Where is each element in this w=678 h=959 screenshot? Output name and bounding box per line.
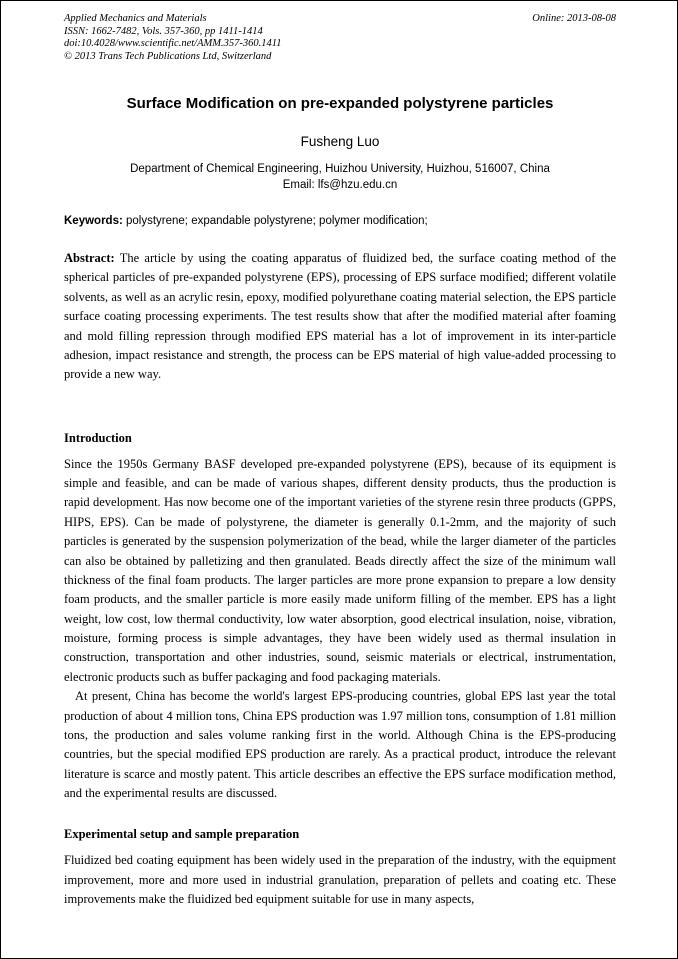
section-heading-experimental: Experimental setup and sample preparation [64, 827, 300, 842]
abstract-text: The article by using the coating apparatus of fluidized bed, the surface coating method of the spherical particles of pre-expanded polystyrene (EPS), processing of EPS surface modified; different volatile solvents, as well as an acrylic resin, epoxy, modified polyurethane coating material selection, the EPS particle surface coating processing experiments. The test results show that after the modified material after foaming and mold filling repression through modified EPS material has a lot of improvement in its inter-particle adhesion, impact resistance and strength, the process can be EPS material of high value-added processing to provide a new way. [64, 251, 616, 382]
online-date: Online: 2013-08-08 [532, 13, 616, 24]
abstract-label: Abstract: [64, 251, 115, 265]
journal-issn: ISSN: 1662-7482, Vols. 357-360, pp 1411-1414 [64, 25, 263, 37]
journal-header [64, 13, 616, 63]
author-affiliation: Department of Chemical Engineering, Huizhou University, Huizhou, 516007, China [130, 163, 550, 175]
journal-info-block [64, 13, 281, 63]
author-name: Fusheng Luo [300, 134, 380, 149]
keywords-text: polystyrene; expandable polystyrene; polymer modification; [122, 215, 428, 227]
keywords-line [64, 215, 616, 227]
introduction-paragraph-2: At present, China has become the world's largest EPS-producing countries, global EPS last year the total production of about 4 million tons, China EPS production was 1.97 million tons, consumption of 1.81 million tons, the production and sales volume ranking first in the world. Although China is the EPS-producing countries, but the special modified EPS production are rarely. As a practical product, introduce the relevant literature is scarce and mostly patent. This article describes an effective the EPS surface modification method, and the experimental results are discussed. [64, 689, 616, 800]
section-heading-introduction: Introduction [64, 430, 132, 445]
experimental-paragraph-1: Fluidized bed coating equipment has been widely used in the preparation of the industry, with the equipment improvement, more and more used in industrial granulation, preparation of pellets and coating etc. These improvements make the fluidized bed equipment suitable for use in many aspects, [64, 853, 616, 907]
journal-copyright: © 2013 Trans Tech Publications Ltd, Switzerland [64, 50, 272, 62]
introduction-paragraph-1: Since the 1950s Germany BASF developed pre-expanded polystyrene (EPS), because of its equipment is simple and feasible, and can be made of various shapes, different density products, thus the production is rapid development. Has now become one of the important varieties of the styrene resin three products (GPPS, HIPS, EPS). Can be made of polystyrene, the diameter is generally 0.1-2mm, and the majority of such particles is generated by the suspension polymerization of the bead, while the larger diameter of the particles can also be obtained by palletizing and then granulated. Beads directly affect the size of the minimum wall thickness of the final foam products. The larger particles are more prone expansion to prepare a low density foam products, and the smaller particle is more easily made uniform filling of the member. EPS has a light weight, low cost, low thermal conductivity, low water absorption, good electrical insulation, noise, vibration, moisture, forming process is simple advantages, they have been widely used as thermal insulation in construction, transportation and other industries, sound, seismic materials or electrical, instrumentation, electronic products such as buffer packaging and food packaging materials. [64, 456, 616, 684]
keywords-label: Keywords: [64, 215, 123, 227]
paper-title: Surface Modification on pre-expanded polystyrene particles [126, 95, 554, 112]
abstract-paragraph [64, 249, 616, 385]
journal-doi: doi:10.4028/www.scientific.net/AMM.357-360.1411 [64, 38, 282, 49]
journal-name: Applied Mechanics and Materials [64, 13, 207, 24]
author-email: Email: lfs@hzu.edu.cn [282, 179, 398, 191]
